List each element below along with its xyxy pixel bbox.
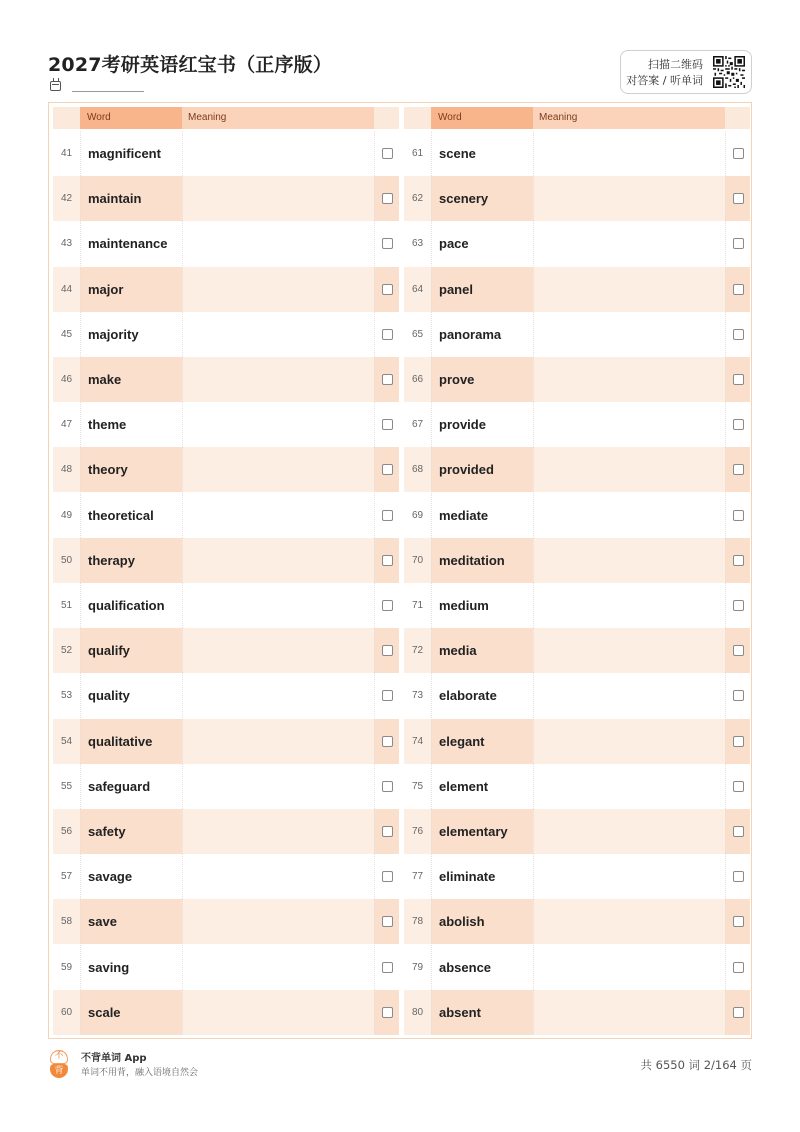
check-cell <box>725 945 750 990</box>
word-number: 62 <box>411 193 424 205</box>
table-row <box>404 267 750 312</box>
meaning-blank[interactable] <box>182 447 374 492</box>
check-cell <box>374 673 399 718</box>
header-meaning: Meaning <box>533 107 725 129</box>
checkbox[interactable] <box>382 690 393 701</box>
word-number: 78 <box>411 916 424 928</box>
word-text: elementary <box>431 809 533 854</box>
check-cell <box>725 583 750 628</box>
word-text: mediate <box>431 493 533 538</box>
meaning-blank[interactable] <box>182 402 374 447</box>
meaning-blank[interactable] <box>182 267 374 312</box>
meaning-blank[interactable] <box>533 764 725 809</box>
header-check <box>374 107 399 129</box>
check-cell <box>374 719 399 764</box>
word-number: 71 <box>411 600 424 611</box>
table-row <box>53 990 399 1035</box>
word-text: element <box>431 764 533 809</box>
table-row <box>404 719 750 764</box>
word-number: 80 <box>411 1006 424 1018</box>
meaning-blank[interactable] <box>182 719 374 764</box>
check-cell <box>725 221 750 266</box>
word-number: 48 <box>60 464 73 476</box>
word-number: 60 <box>60 1006 73 1018</box>
check-cell <box>374 809 399 854</box>
app-slogan: 单词不用背，融入语境自然会 <box>81 1068 199 1078</box>
table-row <box>53 493 399 538</box>
checkbox[interactable] <box>382 736 393 747</box>
checkbox[interactable] <box>382 645 393 656</box>
checkbox[interactable] <box>733 781 744 792</box>
word-number: 42 <box>60 193 73 205</box>
check-cell <box>725 402 750 447</box>
meaning-blank[interactable] <box>533 854 725 899</box>
check-cell <box>725 809 750 854</box>
meaning-blank[interactable] <box>182 899 374 944</box>
meaning-blank[interactable] <box>182 312 374 357</box>
table-row <box>53 447 399 492</box>
qr-caption <box>626 57 703 89</box>
word-text: elegant <box>431 719 533 764</box>
meaning-blank[interactable] <box>533 176 725 221</box>
meaning-blank[interactable] <box>182 493 374 538</box>
meaning-blank[interactable] <box>182 176 374 221</box>
table-row <box>404 673 750 718</box>
page-info: 共 6550 词 2/164 页 <box>640 1058 752 1072</box>
word-number: 44 <box>60 283 73 295</box>
qr-caption-line2: 对答案 / 听单词 <box>626 74 703 87</box>
word-text: meditation <box>431 538 533 583</box>
table-row <box>53 673 399 718</box>
meaning-blank[interactable] <box>533 221 725 266</box>
word-number: 51 <box>60 600 73 611</box>
word-number: 66 <box>411 374 424 385</box>
word-number: 45 <box>60 328 73 340</box>
word-text: abolish <box>431 899 533 944</box>
word-text: qualify <box>80 628 182 673</box>
word-number: 49 <box>60 509 73 521</box>
word-number: 52 <box>60 645 73 657</box>
word-text: panorama <box>431 312 533 357</box>
table-row <box>404 131 750 176</box>
word-text: savage <box>80 854 182 899</box>
checkbox[interactable] <box>382 238 393 249</box>
checkbox[interactable] <box>382 1007 393 1018</box>
table-row <box>404 809 750 854</box>
word-number: 76 <box>411 826 424 837</box>
check-cell <box>725 719 750 764</box>
word-number: 69 <box>411 509 424 521</box>
word-number: 74 <box>411 735 424 747</box>
word-number: 64 <box>411 283 424 295</box>
word-text: make <box>80 357 182 402</box>
checkbox[interactable] <box>382 871 393 882</box>
table-row <box>404 493 750 538</box>
check-cell <box>374 312 399 357</box>
check-cell <box>374 628 399 673</box>
date-underline <box>72 91 144 92</box>
word-text: scenery <box>431 176 533 221</box>
word-text: theoretical <box>80 493 182 538</box>
word-number: 61 <box>411 148 424 159</box>
checkbox[interactable] <box>382 600 393 611</box>
meaning-blank[interactable] <box>533 990 725 1035</box>
checkbox[interactable] <box>733 284 744 295</box>
checkbox[interactable] <box>733 600 744 611</box>
checkbox[interactable] <box>382 555 393 566</box>
checkbox[interactable] <box>733 193 744 204</box>
checkbox[interactable] <box>382 962 393 973</box>
check-cell <box>725 176 750 221</box>
check-cell <box>725 764 750 809</box>
meaning-blank[interactable] <box>182 583 374 628</box>
checkbox[interactable] <box>733 871 744 882</box>
word-text: theme <box>80 402 182 447</box>
check-cell <box>725 131 750 176</box>
checkbox[interactable] <box>733 510 744 521</box>
table-row <box>404 402 750 447</box>
header-meaning: Meaning <box>182 107 374 129</box>
word-text: safeguard <box>80 764 182 809</box>
table-row <box>53 402 399 447</box>
checkbox[interactable] <box>733 419 744 430</box>
table-row <box>404 628 750 673</box>
checkbox[interactable] <box>382 916 393 927</box>
word-text: qualification <box>80 583 182 628</box>
word-text: medium <box>431 583 533 628</box>
meaning-blank[interactable] <box>182 538 374 583</box>
table-row <box>53 583 399 628</box>
checkbox[interactable] <box>382 374 393 385</box>
checkbox[interactable] <box>733 148 744 159</box>
checkbox[interactable] <box>382 510 393 521</box>
check-cell <box>374 493 399 538</box>
check-cell <box>374 176 399 221</box>
word-text: elaborate <box>431 673 533 718</box>
table-row <box>404 538 750 583</box>
page-title: 2027考研英语红宝书（正序版） <box>48 54 333 76</box>
meaning-blank[interactable] <box>533 538 725 583</box>
table-row <box>404 312 750 357</box>
check-cell <box>374 538 399 583</box>
right-column <box>404 107 750 1035</box>
checkbox[interactable] <box>733 464 744 475</box>
meaning-blank[interactable] <box>182 764 374 809</box>
checkbox[interactable] <box>382 781 393 792</box>
word-number: 56 <box>60 826 73 837</box>
meaning-blank[interactable] <box>533 402 725 447</box>
meaning-blank[interactable] <box>533 899 725 944</box>
word-text: qualitative <box>80 719 182 764</box>
table-row <box>404 764 750 809</box>
word-text: absent <box>431 990 533 1035</box>
check-cell <box>374 131 399 176</box>
check-cell <box>725 493 750 538</box>
checkbox[interactable] <box>382 464 393 475</box>
checkbox[interactable] <box>382 193 393 204</box>
logo-bottom: 背 <box>50 1064 68 1078</box>
table-row <box>404 357 750 402</box>
table-row <box>404 583 750 628</box>
meaning-blank[interactable] <box>182 945 374 990</box>
checkbox[interactable] <box>733 374 744 385</box>
check-cell <box>725 899 750 944</box>
word-number: 77 <box>411 871 424 883</box>
word-number: 67 <box>411 419 424 431</box>
table-row <box>53 221 399 266</box>
check-cell <box>725 447 750 492</box>
table-header <box>53 107 399 129</box>
checkbox[interactable] <box>733 238 744 249</box>
checkbox[interactable] <box>382 284 393 295</box>
meaning-blank[interactable] <box>533 809 725 854</box>
vocabulary-table <box>48 102 752 1039</box>
table-row <box>53 628 399 673</box>
word-text: safety <box>80 809 182 854</box>
check-cell <box>374 357 399 402</box>
meaning-blank[interactable] <box>533 312 725 357</box>
check-cell <box>374 221 399 266</box>
date-field[interactable] <box>48 78 158 94</box>
word-number: 54 <box>60 735 73 747</box>
meaning-blank[interactable] <box>182 990 374 1035</box>
checkbox[interactable] <box>733 916 744 927</box>
check-cell <box>374 267 399 312</box>
check-cell <box>725 673 750 718</box>
table-row <box>53 357 399 402</box>
header-word: Word <box>80 107 182 129</box>
word-text: majority <box>80 312 182 357</box>
word-number: 43 <box>60 238 73 250</box>
word-text: save <box>80 899 182 944</box>
meaning-blank[interactable] <box>182 854 374 899</box>
word-text: maintenance <box>80 221 182 266</box>
check-cell <box>374 899 399 944</box>
word-text: maintain <box>80 176 182 221</box>
meaning-blank[interactable] <box>182 221 374 266</box>
meaning-blank[interactable] <box>533 493 725 538</box>
word-text: quality <box>80 673 182 718</box>
qr-code-icon[interactable] <box>713 56 745 88</box>
header-check <box>725 107 750 129</box>
logo-top: 不 <box>50 1050 68 1064</box>
app-logo-icon <box>48 1050 72 1078</box>
check-cell <box>725 990 750 1035</box>
word-text: saving <box>80 945 182 990</box>
table-row <box>404 221 750 266</box>
table-row <box>53 854 399 899</box>
checkbox[interactable] <box>382 148 393 159</box>
checkbox[interactable] <box>733 555 744 566</box>
checkbox[interactable] <box>733 736 744 747</box>
checkbox[interactable] <box>733 329 744 340</box>
calendar-icon <box>50 81 61 91</box>
table-row <box>53 312 399 357</box>
check-cell <box>374 447 399 492</box>
word-text: media <box>431 628 533 673</box>
table-row <box>53 899 399 944</box>
word-number: 59 <box>60 961 73 973</box>
checkbox[interactable] <box>733 690 744 701</box>
meaning-blank[interactable] <box>533 945 725 990</box>
left-column <box>53 107 399 1035</box>
word-number: 63 <box>411 238 424 250</box>
word-number: 47 <box>60 419 73 431</box>
check-cell <box>725 628 750 673</box>
word-text: magnificent <box>80 131 182 176</box>
word-text: absence <box>431 945 533 990</box>
word-number: 75 <box>411 780 424 792</box>
check-cell <box>725 357 750 402</box>
meaning-blank[interactable] <box>182 628 374 673</box>
table-row <box>53 719 399 764</box>
word-number: 72 <box>411 645 424 657</box>
table-row <box>404 990 750 1035</box>
word-number: 73 <box>411 690 424 702</box>
meaning-blank[interactable] <box>533 447 725 492</box>
meaning-blank[interactable] <box>182 809 374 854</box>
table-row <box>53 764 399 809</box>
qr-caption-line1: 扫描二维码 <box>648 58 703 71</box>
qr-code-card[interactable] <box>620 50 752 94</box>
check-cell <box>374 854 399 899</box>
meaning-blank[interactable] <box>182 673 374 718</box>
checkbox[interactable] <box>382 419 393 430</box>
word-text: theory <box>80 447 182 492</box>
page-footer <box>48 1048 752 1080</box>
word-number: 41 <box>60 148 73 159</box>
word-number: 53 <box>60 690 73 702</box>
meaning-blank[interactable] <box>533 267 725 312</box>
meaning-blank[interactable] <box>533 719 725 764</box>
check-cell <box>725 854 750 899</box>
page-header <box>48 48 752 98</box>
word-text: therapy <box>80 538 182 583</box>
check-cell <box>725 312 750 357</box>
table-row <box>404 945 750 990</box>
word-text: scale <box>80 990 182 1035</box>
table-row <box>53 809 399 854</box>
word-number: 70 <box>411 554 424 566</box>
check-cell <box>374 764 399 809</box>
header-number <box>404 107 431 129</box>
word-text: prove <box>431 357 533 402</box>
checkbox[interactable] <box>382 329 393 340</box>
checkbox[interactable] <box>382 826 393 837</box>
meaning-blank[interactable] <box>533 673 725 718</box>
table-row <box>404 447 750 492</box>
word-text: panel <box>431 267 533 312</box>
word-text: major <box>80 267 182 312</box>
table-row <box>404 176 750 221</box>
check-cell <box>374 990 399 1035</box>
table-row <box>404 854 750 899</box>
word-text: eliminate <box>431 854 533 899</box>
checkbox[interactable] <box>733 1007 744 1018</box>
word-text: pace <box>431 221 533 266</box>
table-row <box>53 131 399 176</box>
check-cell <box>374 402 399 447</box>
word-number: 68 <box>411 464 424 476</box>
meaning-blank[interactable] <box>533 131 725 176</box>
word-number: 58 <box>60 916 73 928</box>
word-number: 79 <box>411 961 424 973</box>
check-cell <box>725 267 750 312</box>
meaning-blank[interactable] <box>533 583 725 628</box>
table-row <box>53 267 399 312</box>
table-row <box>53 945 399 990</box>
check-cell <box>725 538 750 583</box>
meaning-blank[interactable] <box>533 357 725 402</box>
word-text: provide <box>431 402 533 447</box>
check-cell <box>374 583 399 628</box>
word-number: 57 <box>60 871 73 883</box>
header-number <box>53 107 80 129</box>
word-number: 55 <box>60 780 73 792</box>
word-number: 50 <box>60 554 73 566</box>
table-row <box>53 538 399 583</box>
app-name: 不背单词 App <box>81 1053 147 1064</box>
word-text: scene <box>431 131 533 176</box>
table-row <box>53 176 399 221</box>
meaning-blank[interactable] <box>182 357 374 402</box>
check-cell <box>374 945 399 990</box>
checkbox[interactable] <box>733 645 744 656</box>
checkbox[interactable] <box>733 962 744 973</box>
table-row <box>404 899 750 944</box>
header-word: Word <box>431 107 533 129</box>
meaning-blank[interactable] <box>533 628 725 673</box>
meaning-blank[interactable] <box>182 131 374 176</box>
checkbox[interactable] <box>733 826 744 837</box>
word-number: 46 <box>60 374 73 385</box>
word-text: provided <box>431 447 533 492</box>
word-number: 65 <box>411 328 424 340</box>
table-header <box>404 107 750 129</box>
